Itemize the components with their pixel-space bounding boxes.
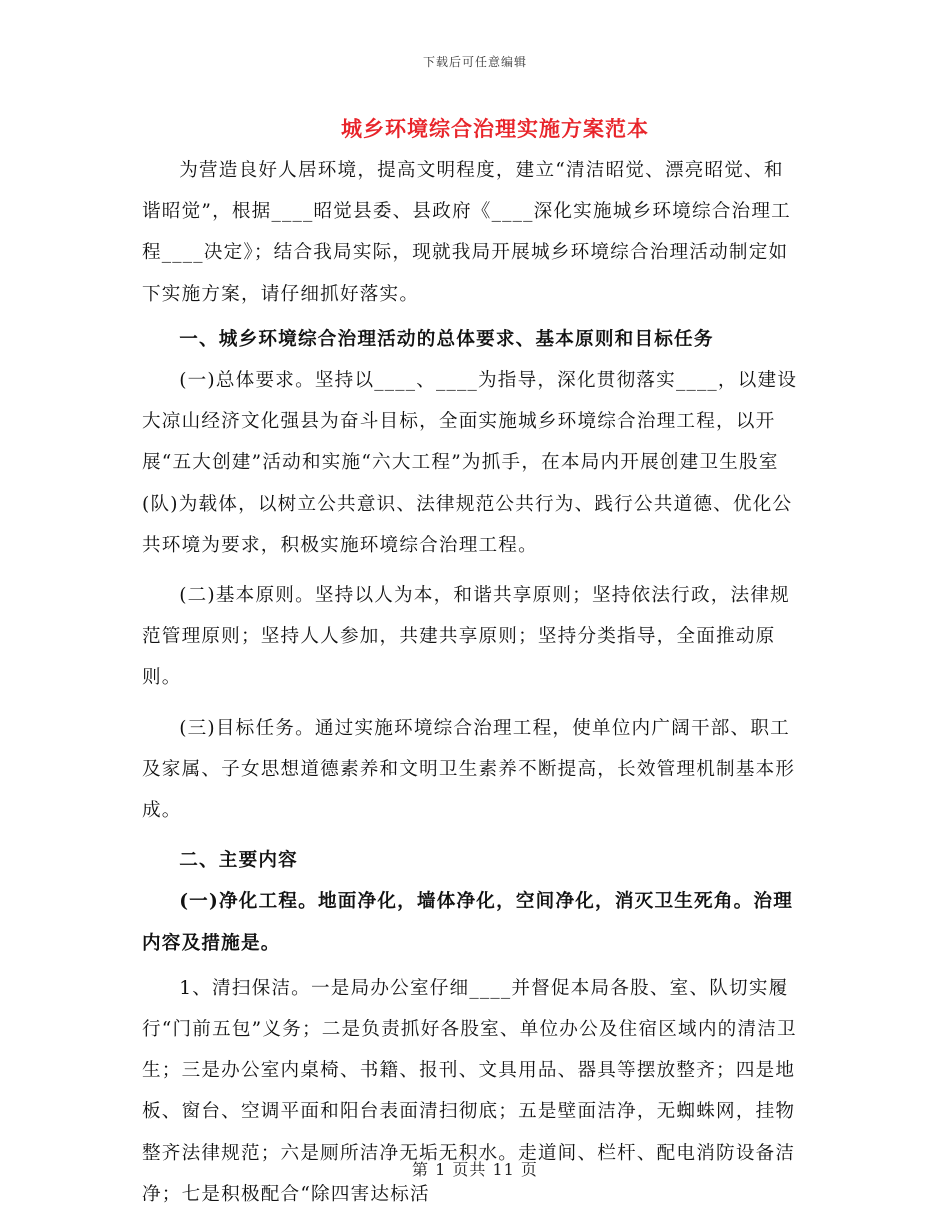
section-heading-1: 一、城乡环境综合治理活动的总体要求、基本原则和目标任务 xyxy=(179,328,714,350)
paragraph-purification-project: (一)净化工程。地面净化，墙体净化，空间净化，消灭卫生死角。治理内容及措施是。 xyxy=(142,891,793,954)
document-title: 城乡环境综合治理实施方案范本 xyxy=(341,116,649,141)
paragraph-general-requirements: (一)总体要求。坚持以____、____为指导，深化贯彻落实____，以建设大凉山经济文化强县为奋斗目标，全面实施城乡环境综合治理工程，以开展“五大创建”活动和实施“六大工程”为抓手，在本局内开展创建卫生股室(队)为载体，以树立公共意识、法律规范公共行为、践行公共道德、优化公共环境为要求，积极实施环境综合治理工程。 xyxy=(142,370,798,556)
paragraph-target-tasks: (三)目标任务。通过实施环境综合治理工程，使单位内广阔干部、职工及家属、子女思想道德素养和文明卫生素养不断提高，长效管理机制基本形成。 xyxy=(142,717,796,822)
paragraph-basic-principles: (二)基本原则。坚持以人为本，和谐共享原则；坚持依法行政，法律规范管理原则；坚持人人参加，共建共享原则；坚持分类指导，全面推动原则。 xyxy=(142,585,790,689)
page-number-footer: 第 1 页共 11 页 xyxy=(412,1160,538,1179)
document-body xyxy=(142,150,802,1215)
intro-paragraph: 为营造良好人居环境，提高文明程度，建立“清洁昭觉、漂亮昭觉、和谐昭觉”，根据____昭觉县委、县政府《____深化实施城乡环境综合治理工程____决定》；结合我局实际，现就我局开展城乡环境综合治理活动制定如下实施方案，请仔细抓好落实。 xyxy=(142,160,791,305)
paragraph-cleaning: 1、清扫保洁。一是局办公室仔细____并督促本局各股、室、队切实履行“门前五包”义务；二是负责抓好各股室、单位办公及住宿区域内的清洁卫生；三是办公室内桌椅、书籍、报刊、文具用品、器具等摆放整齐；四是地板、窗台、空调平面和阳台表面清扫彻底；五是壁面洁净，无蜘蛛网，挂物整齐法律规范；六是厕所洁净无垢无积水。走道间、栏杆、配电消防设备洁净；七是积极配合“除四害达标活 xyxy=(142,977,797,1205)
header-note: 下载后可任意编辑 xyxy=(422,55,527,69)
section-heading-2: 二、主要内容 xyxy=(179,850,298,872)
